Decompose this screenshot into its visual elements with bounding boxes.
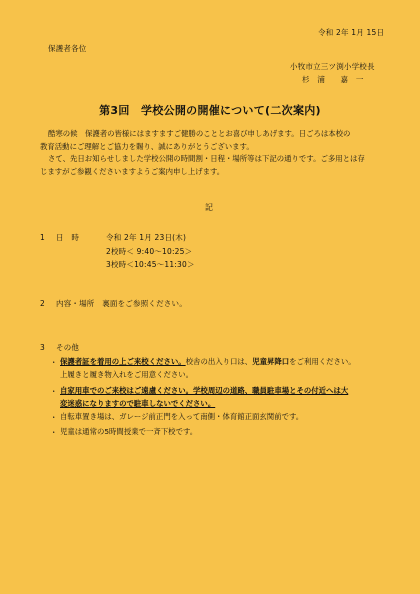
intro-line-3: さて、先日お知らせしました学校公開の時間割・日程・場所等は下記の通りです。ご多用とは存: [48, 154, 365, 163]
sender-name: 杉 浦 嘉 一: [302, 75, 364, 84]
bullet-3-line-1: 自転車置き場は、ガレージ前正門を入って南側・体育館正面玄関前です。: [60, 412, 304, 421]
intro-paragraph: [40, 128, 390, 178]
bullet-1-line-2: 上履きと履き物入れをご用意ください。: [60, 370, 194, 379]
bullet-1-text: 校舎の出入り口は、児童昇降口をご利用ください。: [185, 357, 356, 366]
bullet-4-line-1: 児童は通常の5時間授業で一斉下校です。: [60, 427, 198, 436]
section3-label: その他: [56, 343, 80, 352]
bullet-marker: ・: [50, 413, 58, 422]
section2-text: 内容・場所 裏面をご参照ください。: [56, 299, 187, 308]
bullet-2-line-2: 変迷惑になりますので駐車しないでください。: [60, 399, 216, 408]
section1-number: 1: [40, 233, 45, 242]
bullet-item-1: [60, 355, 400, 381]
sender-school: 小牧市立三ツ渕小学校長: [290, 62, 375, 71]
addressee: 保護者各位: [48, 44, 87, 53]
intro-line-4: じますがご参観くださいますようご案内申し上げます。: [40, 166, 225, 176]
intro-line-2: 教育活動にご理解とご協力を賜り、誠にありがとうございます。: [40, 141, 254, 151]
ki-heading: 記: [205, 203, 214, 212]
bullet-1-emphasis: 保護者証を着用の上ご来校ください。: [60, 357, 186, 366]
bullet-2-line-1: 自家用車でのご来校はご遠慮ください。学校周辺の道路、職員駐車場とその付近へは大: [60, 386, 349, 395]
bullet-marker: ・: [50, 387, 58, 396]
bullet-item-4: [60, 425, 400, 438]
section1-period3: 3校時＜10:45〜11:30＞: [106, 260, 195, 269]
section3-number: 3: [40, 343, 45, 352]
section2-number: 2: [40, 299, 45, 308]
section1-period2: 2校時＜ 9:40〜10:25＞: [106, 247, 193, 256]
bullet-item-2: [60, 384, 400, 410]
bullet-marker: ・: [50, 428, 58, 437]
bullet-1-inline-emphasis: 児童昇降口: [252, 357, 290, 366]
letter-date: 令和 2年 1月 15日: [318, 28, 385, 37]
section1-date: 令和 2年 1月 23日(木): [106, 233, 187, 242]
bullet-item-3: [60, 410, 400, 423]
section1-label: 日 時: [56, 233, 80, 242]
document-title: 第3回 学校公開の開催について(二次案内): [99, 104, 321, 117]
intro-line-1: 酷寒の候 保護者の皆様にはますますご健勝のこととお喜び申しあげます。日ごろは本校の: [48, 129, 351, 138]
bullet-marker: ・: [50, 358, 58, 367]
